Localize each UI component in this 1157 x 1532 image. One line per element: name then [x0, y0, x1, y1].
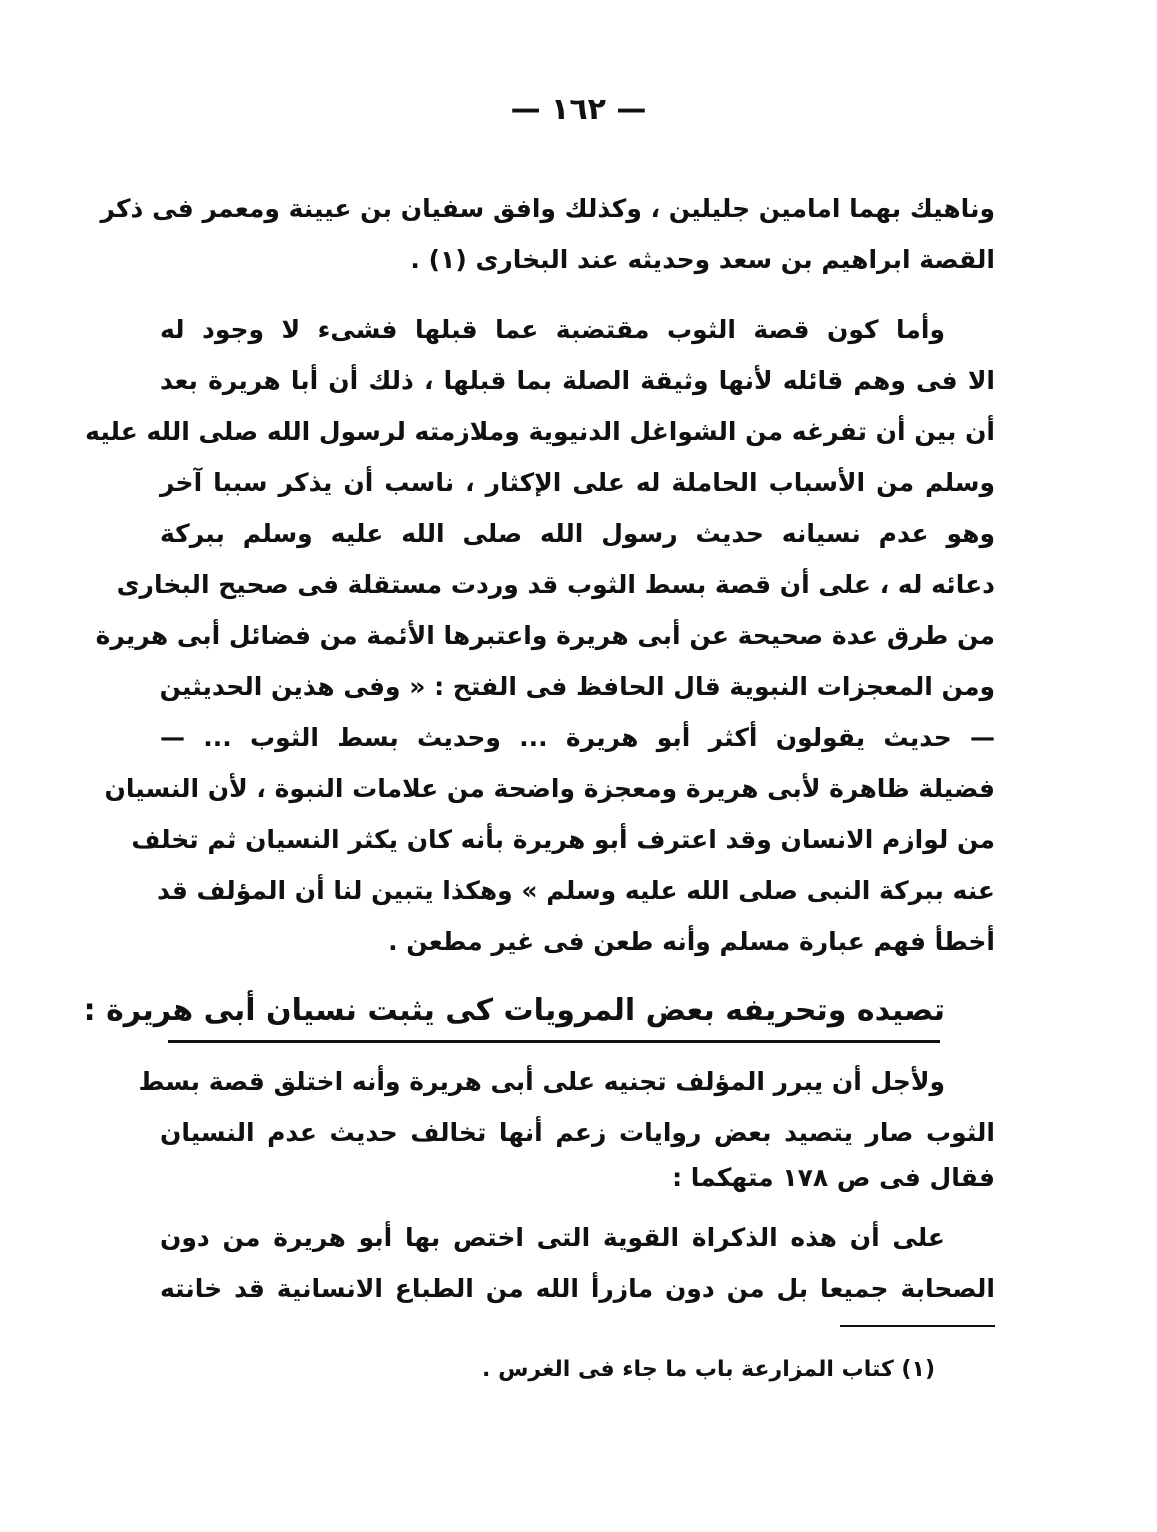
text-line: وهو عدم نسيانه حديث رسول الله صلى الله عليه وسلم ببركة	[160, 519, 995, 548]
text-line: وأما كون قصة الثوب مقتضبة عما قبلها فشىء لا وجود له	[160, 315, 945, 344]
text-line: فضيلة ظاهرة لأبى هريرة ومعجزة واضحة من علامات النبوة ، لأن النسيان	[104, 774, 995, 803]
text-line: — حديث يقولون أكثر أبو هريرة ... وحديث بسط الثوب ... —	[160, 723, 995, 752]
text-line: أن بين أن تفرغه من الشواغل الدنيوية وملازمته لرسول الله صلى الله عليه	[85, 417, 995, 446]
text-line: من طرق عدة صحيحة عن أبى هريرة واعتبرها الأئمة من فضائل أبى هريرة	[95, 621, 995, 650]
text-line: القصة ابراهيم بن سعد وحديثه عند البخارى (١) .	[410, 245, 995, 274]
page-number: — ١٦٢ —	[510, 92, 647, 127]
text-line: دعائه له ، على أن قصة بسط الثوب قد وردت مستقلة فى صحيح البخارى	[116, 570, 995, 599]
paragraph-1	[100, 183, 995, 285]
text-line: وسلم من الأسباب الحاملة له على الإكثار ، ناسب أن يذكر سببا آخر	[160, 468, 995, 497]
text-line: الا فى وهم قائله لأنها وثيقة الصلة بما قبلها ، ذلك أن أبا هريرة بعد	[160, 366, 995, 395]
text-line: ومن المعجزات النبوية قال الحافظ فى الفتح : « وفى هذين الحديثين	[159, 672, 995, 701]
text-line: وناهيك بهما امامين جليلين ، وكذلك وافق سفيان بن عيينة ومعمر فى ذكر	[100, 194, 995, 223]
text-line: على أن هذه الذكراة القوية التى اختص بها أبو هريرة من دون	[160, 1223, 945, 1252]
paragraph-3	[138, 1056, 995, 1198]
text-line: الثوب صار يتصيد بعض روايات زعم أنها تخالف حديث عدم النسيان	[160, 1118, 995, 1147]
paragraph-2	[85, 304, 995, 967]
text-line: أخطأ فهم عبارة مسلم وأنه طعن فى غير مطعن .	[388, 927, 995, 956]
footnote: (١) كتاب المزارعة باب ما جاء فى الغرس .	[482, 1357, 935, 1382]
text-line: الصحابة جميعا بل من دون مازرأ الله من الطباع الانسانية قد خانته	[160, 1274, 995, 1303]
footnote-separator	[840, 1325, 995, 1327]
paragraph-4	[160, 1212, 995, 1314]
text-line: فقال فى ص ١٧٨ متهكما :	[672, 1163, 995, 1192]
text-line: عنه ببركة النبى صلى الله عليه وسلم » وهكذا يتبين لنا أن المؤلف قد	[157, 876, 995, 905]
section-heading: تصيده وتحريفه بعض المرويات كى يثبت نسيان أبى هريرة :	[83, 993, 945, 1028]
text-line: ولأجل أن يبرر المؤلف تجنيه على أبى هريرة وأنه اختلق قصة بسط	[138, 1067, 945, 1096]
text-line: من لوازم الانسان وقد اعترف أبو هريرة بأنه كان يكثر النسيان ثم تخلف	[131, 825, 995, 854]
heading-underline	[168, 1040, 940, 1043]
